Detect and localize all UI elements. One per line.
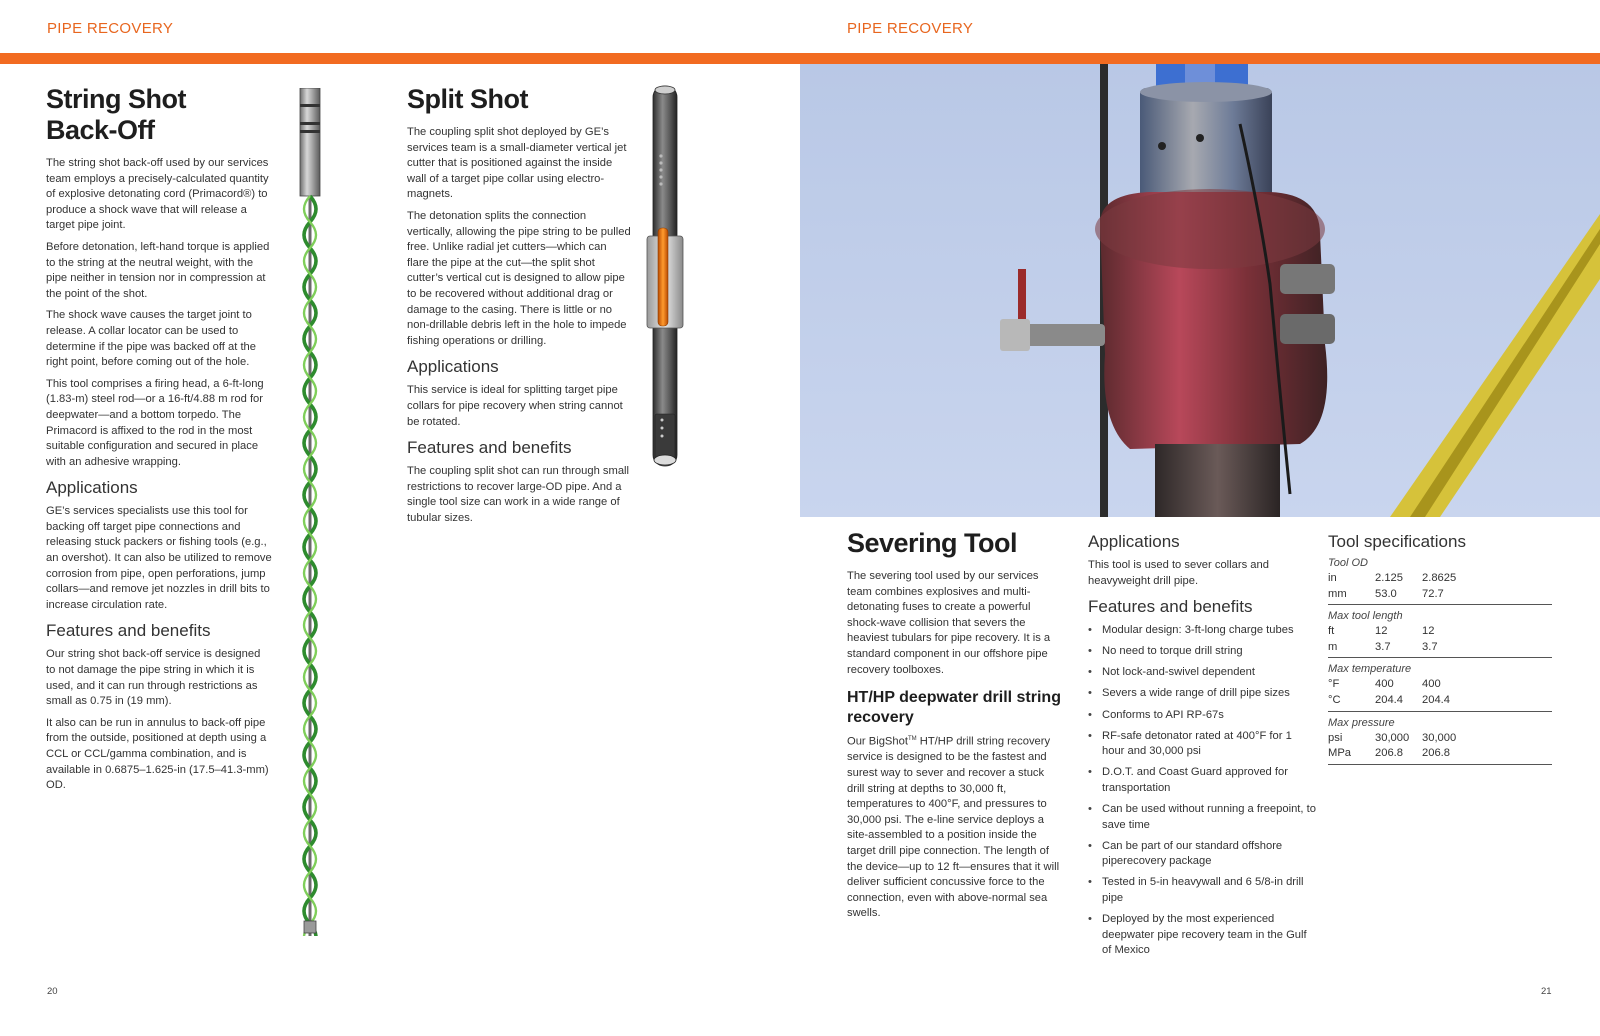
string-shot-features-paragraph: It also can be run in annulus to back-off pipe from the outside, positioned at depth using a CCL or CCL/gamma combination, and is available in 0.6875–1.625-in (17.5–41.3-mm) OD. [46,716,269,792]
split-shot-applications-text: This service is ideal for splitting target pipe collars for pipe recovery when string cannot be rotated. [407,384,623,428]
spec-caption-max-temperature: Max temperature [1328,663,1412,676]
split-shot-paragraph: The coupling split shot deployed by GE’s services team is a small-diameter vertical jet cutter that is positioned against the inside wall of a target pipe collar using electro-magnets. [407,126,627,201]
split-shot-features-heading: Features and benefits [407,438,572,458]
spec-row [1328,640,1560,656]
spec-row [1328,571,1560,587]
spec-divider [1328,657,1552,658]
spec-value: 3.7 [1422,640,1438,653]
severing-features-heading: Features and benefits [1088,597,1253,617]
spec-row [1328,731,1560,747]
page-number-left: 20 [47,986,58,997]
string-shot-paragraph: This tool comprises a firing head, a 6-ft-long (1.83-m) steel rod—or a 16-ft/4.88 m rod for deepwater—and a bottom torpedo. The Primacord is affixed to the rod in the most suitable configuration and secured in place with an adhesive wrapping. [46,377,264,468]
trademark-mark: TM [907,736,917,743]
split-shot-applications-heading: Applications [407,357,499,377]
spec-row [1328,693,1560,709]
spec-divider [1328,604,1552,605]
list-item: • Can be part of our standard offshore piperecovery package [1088,839,1316,870]
severing-features-list [1088,623,1316,959]
string-shot-title-line1: String Shot [46,84,186,114]
spec-unit: °C [1328,693,1341,706]
severing-tool-section [847,528,1061,928]
string-shot-rod-illustration [296,88,326,936]
string-shot-applications-text: GE’s services specialists use this tool for backing off target pipe connections and releasing stuck packers or fishing tools (e.g., an overshot). It can also be utilized to remove corrosion from pipe, open perforations, jump collars—and remove jet nozzles in drill bits to increase circulation rate. [46,505,272,611]
string-shot-applications-heading: Applications [46,478,138,498]
string-shot-features-paragraph: Our string shot back-off service is designed to not damage the pipe string in which it is used, and it can run through restrictions as small as 0.75 in (19 mm). [46,648,261,708]
split-shot-title: Split Shot [407,84,528,114]
section-label-left: PIPE RECOVERY [47,20,174,37]
spec-caption-max-length: Max tool length [1328,610,1403,623]
list-item: • Deployed by the most experienced deepwater pipe recovery team in the Gulf of Mexico [1088,912,1316,959]
split-shot-paragraph: The detonation splits the connection vertically, allowing the pipe string to be pulled free. Unlike radial jet cutters—which can flare the pipe at the cut—the split shot cutter’s vertical cut is designed to allow pipe to be recovered without additional drag or damage to the casing. There is little or no non-drillable debris left in the hole to impede fishing operations or drilling. [407,209,631,347]
spec-unit: m [1328,640,1338,653]
severing-applications-text: This tool is used to sever collars and heavyweight drill pipe. [1088,559,1269,587]
spec-caption-max-pressure: Max pressure [1328,716,1395,729]
spec-value: 30,000 [1375,731,1410,744]
severing-tool-photo [800,64,1600,517]
string-shot-title-line2: Back-Off [46,115,155,145]
list-item: • No need to torque drill string [1088,644,1316,660]
spec-unit: °F [1328,678,1340,691]
string-shot-features-heading: Features and benefits [46,621,211,641]
orange-header-bar [0,53,1600,64]
spec-row [1328,587,1560,603]
spec-row [1328,677,1560,693]
spec-value: 72.7 [1422,587,1444,600]
spec-caption-tool-od: Tool OD [1328,557,1368,569]
string-shot-paragraph: The shock wave causes the target joint to release. A collar locator can be used to determine if the pipe was backed off at the right point, before coming out of the hole. [46,309,257,369]
hthp-text-a: Our BigShot [847,735,908,748]
hthp-text [847,732,1061,922]
spec-value: 400 [1422,678,1441,691]
severing-tool-intro: The severing tool used by our services team combines explosives and multi-detonating fuses to create a powerful shock-wave collision that severs the heaviest tubulars for pipe recovery. It is a standard component in our offshore pipe recovery toolboxes. [847,570,1051,676]
string-shot-paragraph: Before detonation, left-hand torque is applied to the string at the neutral weight, with the pipe neither in tension nor in compression at the point of the shot. [46,240,270,300]
spec-value: 206.8 [1375,747,1403,760]
string-shot-title [46,84,272,146]
split-shot-tool-illustration [645,84,689,479]
specs-heading: Tool specifications [1328,532,1466,551]
list-item: • Not lock-and-swivel dependent [1088,665,1316,681]
spec-unit: in [1328,572,1337,584]
list-item: • RF-safe detonator rated at 400°F for 1 hour and 30,000 psi [1088,729,1316,760]
string-shot-section [46,84,272,800]
spec-row [1328,746,1560,762]
spec-value: 206.8 [1422,747,1450,760]
spec-divider [1328,711,1552,712]
spec-value: 12 [1375,625,1388,638]
hthp-heading: HT/HP deepwater drill string recovery [847,689,1061,727]
spec-value: 400 [1375,678,1394,691]
list-item: • Conforms to API RP-67s [1088,708,1316,724]
spec-value: 2.125 [1375,572,1403,584]
list-item: • Tested in 5-in heavywall and 6 5/8-in drill pipe [1088,875,1316,906]
string-shot-paragraph: The string shot back-off used by our services team employs a precisely-calculated quantity of explosive detonating cord (Primacord®) to produce a shock wave that will release a target pipe joint. [46,157,269,232]
spec-divider [1328,764,1552,765]
spec-value: 30,000 [1422,731,1457,744]
spec-value: 204.4 [1422,693,1450,706]
list-item: • Can be used without running a freepoint, to save time [1088,802,1316,833]
spec-unit: MPa [1328,747,1352,760]
split-shot-features-text: The coupling split shot can run through small restrictions to recover large-OD pipe. And a single tool size can work in a wide range of tubular sizes. [407,465,630,524]
spec-unit: mm [1328,587,1347,600]
list-item: • Modular design: 3-ft-long charge tubes [1088,623,1316,639]
spec-row [1328,624,1560,640]
spec-value: 2.8625 [1422,572,1457,584]
list-item: • D.O.T. and Coast Guard approved for transportation [1088,765,1316,796]
list-item: • Severs a wide range of drill pipe sizes [1088,686,1316,702]
spec-value: 3.7 [1375,640,1391,653]
severing-applications-heading: Applications [1088,532,1180,551]
spec-value: 53.0 [1375,587,1397,600]
spec-unit: ft [1328,625,1335,638]
spec-value: 12 [1422,625,1435,638]
severing-applications-section [1088,532,1316,964]
spec-value: 204.4 [1375,693,1403,706]
hthp-text-b: HT/HP drill string recovery service is designed to be the fastest and surest way to sever and recover a stuck drill string at depths to 30,000 ft, temperatures to 400°F, and pressures to 30,000 psi. The e-line service deploys a site-assembled to a position inside the target drill pipe connection. The length of the device—up to 12 ft—ensures that it will deliver sufficient concussive force to the connection, even with above-normal sea swells. [847,735,1060,920]
section-label-right: PIPE RECOVERY [847,20,974,37]
tool-specifications-section [1328,532,1560,767]
page-number-right: 21 [1541,986,1552,997]
split-shot-section [407,84,631,532]
severing-tool-title: Severing Tool [847,528,1018,558]
spec-unit: psi [1328,731,1343,744]
